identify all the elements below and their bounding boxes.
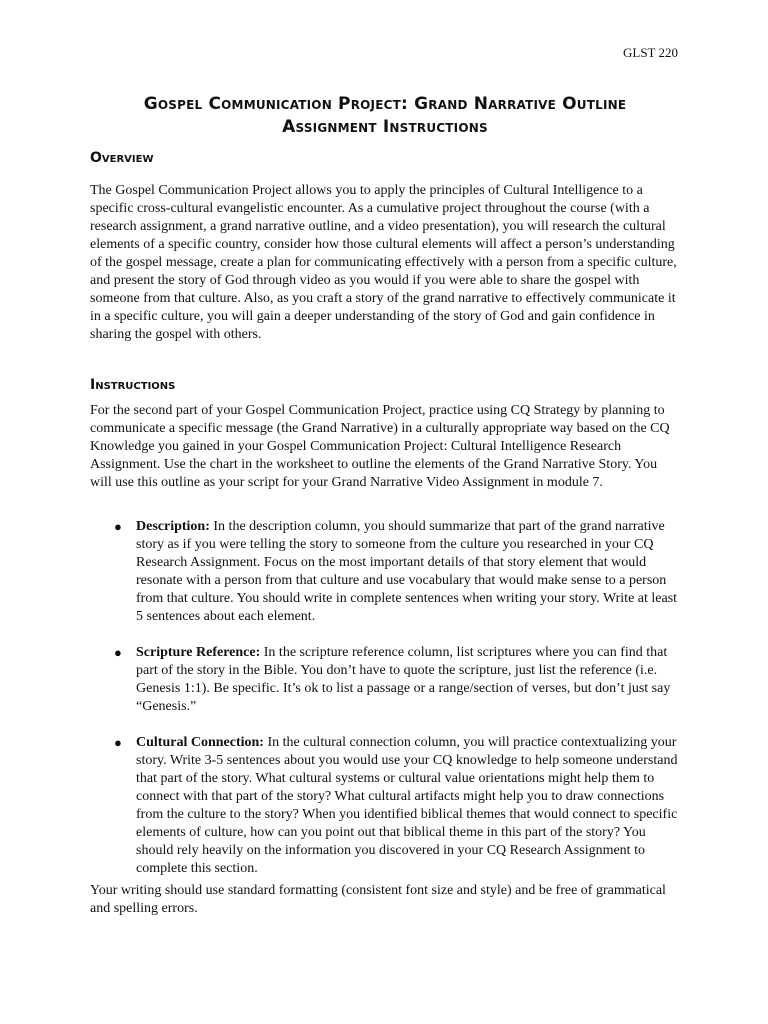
title-line-2: Assignment Instructions [282, 117, 488, 137]
list-item [90, 518, 680, 626]
instructions-heading: Instructions [90, 377, 176, 393]
instructions-intro-paragraph: For the second part of your Gospel Communication Project, practice using CQ Strategy by planning to communicate a specific message (the Grand Narrative) in a culturally appropriate way based on the CQ Knowledge you gained in your Gospel Communication Project: Cultural Intelligence Research Assignment. Use the chart in the worksheet to outline the elements of the Grand Narrative Story. You will use this outline as your script for your Grand Narrative Video Assignment in module 7. [90, 403, 670, 490]
list-item [90, 734, 680, 878]
document-title [90, 93, 680, 139]
instructions-bullet-list [90, 518, 690, 878]
bullet-text: In the scripture reference column, list scriptures where you can find that part of the story in the Bible. You don’t have to quote the scripture, just list the reference (i.e. Genesis 1:1). Be specific. It’s ok to list a passage or a range/section of verses, but don’t just say “Genesis.” [136, 645, 671, 714]
closing-paragraph: Your writing should use standard formatting (consistent font size and style) and be free of grammatical and spelling errors. [90, 883, 666, 916]
list-item [90, 644, 680, 716]
bullet-icon: ● [114, 645, 122, 660]
overview-heading: Overview [90, 150, 154, 166]
bullet-text: In the description column, you should summarize that part of the grand narrative story as if you were telling the story to someone from the culture you researched in your CQ Research Assignment. Focus on the most important details of that story element that would resonate with a person from that culture and use vocabulary that would make sense to a person from that culture. You should write in complete sentences when writing your story. Write at least 5 sentences about each element. [136, 519, 678, 624]
title-line-1: Gospel Communication Project: Grand Narrative Outline [143, 94, 627, 114]
bullet-text: In the cultural connection column, you will practice contextualizing your story. Write 3-5 sentences about you would use your CQ knowledge to help someone understand that part of the story. What cultural systems or cultural value orientations might help them to connect with that part of the story? What cultural artifacts might help you to draw connections from the culture to the story? When you identified biblical themes that would connect to specific elements of culture, how can you point out that biblical theme in this part of the story? You should rely heavily on the information you discovered in your CQ Research Assignment to complete this section. [136, 735, 678, 876]
bullet-icon: ● [114, 519, 122, 534]
course-code: GLST 220 [622, 45, 678, 60]
bullet-label: Description: [136, 519, 210, 534]
overview-paragraph: The Gospel Communication Project allows you to apply the principles of Cultural Intelligence to a specific cross-cultural evangelistic encounter. As a cumulative project throughout the course (with a research assignment, a grand narrative outline, and a video presentation), you will research the cultural elements of a specific country, consider how those cultural elements will affect a person’s understanding of the gospel message, create a plan for communicating effectively with a person from a specific culture, and present the story of God through video as you would if you were able to share the gospel with someone from that culture. Also, as you craft a story of the grand narrative to effectively communicate it in a specific culture, you will gain a deeper understanding of the story of God and gain confidence in sharing the gospel with others. [90, 183, 677, 342]
bullet-label: Scripture Reference: [136, 645, 261, 660]
bullet-icon: ● [114, 735, 122, 750]
bullet-label: Cultural Connection: [136, 735, 264, 750]
